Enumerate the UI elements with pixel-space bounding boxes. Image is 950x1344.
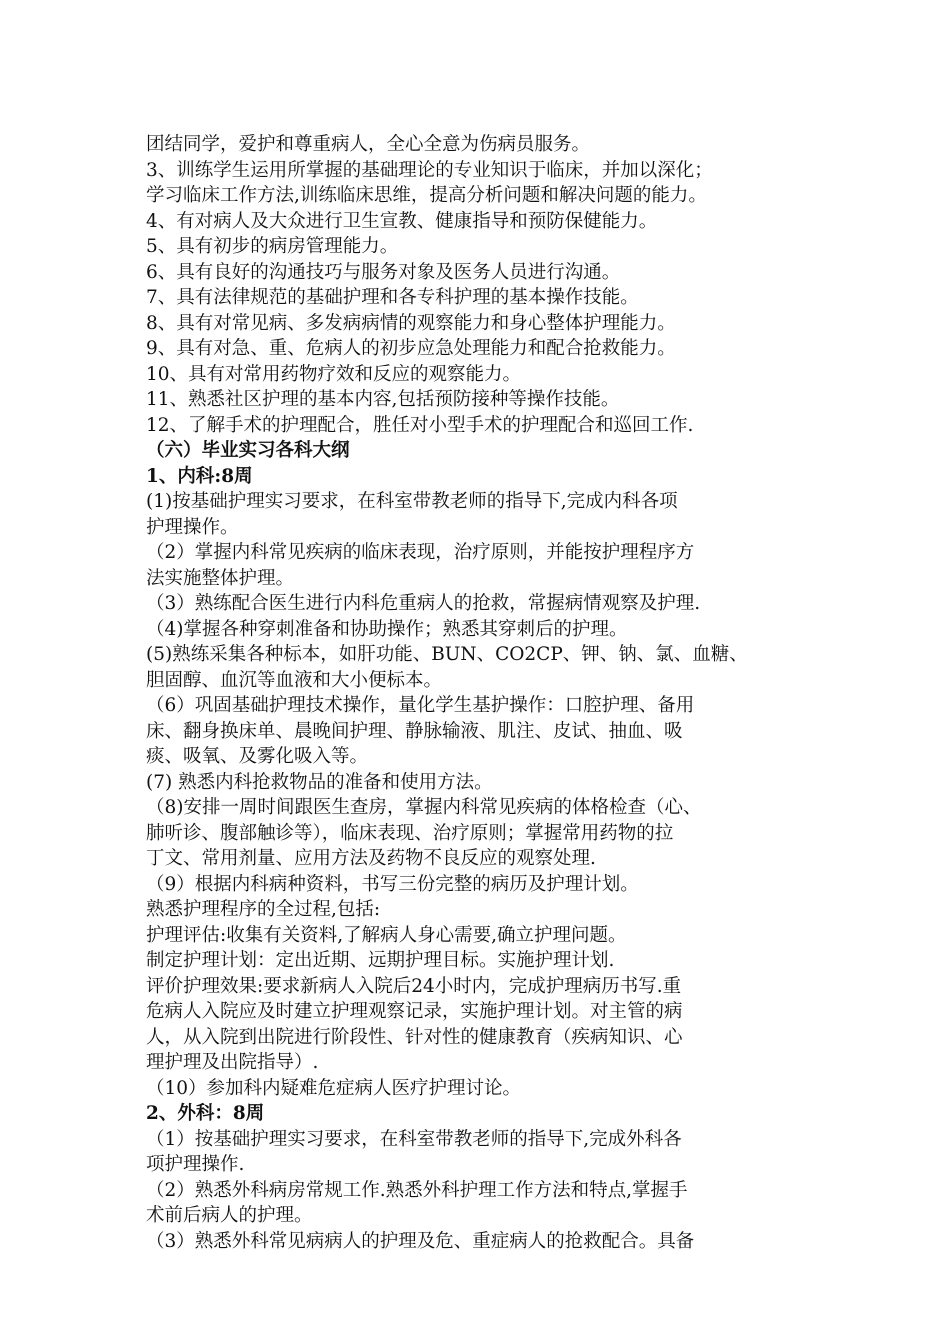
text-line: 肺听诊、腹部触诊等），临床表现、治疗原则；掌握常用药物的拉	[146, 822, 674, 844]
text-line: 人，从入院到出院进行阶段性、针对性的健康教育（疾病知识、心	[146, 1026, 683, 1048]
text-line: 术前后病人的护理。	[146, 1205, 313, 1226]
text-line: 丁文、常用剂量、应用方法及药物不良反应的观察处理.	[146, 848, 596, 869]
text-line: (1)按基础护理实习要求，在科室带教老师的指导下,完成内科各项	[146, 491, 678, 512]
text-line: (5)熟练采集各种标本，如肝功能、BUN、CO2CP、钾、钠、氯、血糖、	[146, 644, 748, 665]
text-line: （2）掌握内科常见疾病的临床表现，治疗原则，并能按护理程序方	[146, 542, 695, 563]
document-page	[146, 132, 836, 1254]
text-line: （8)安排一周时间跟医生查房，掌握内科常见疾病的体格检查（心、	[146, 797, 702, 818]
text-line: 3、训练学生运用所掌握的基础理论的专业知识于临床，并加以深化；	[146, 159, 713, 181]
text-line: 项护理操作.	[146, 1154, 245, 1175]
text-line: 4、有对病人及大众进行卫生宣教、健康指导和预防保健能力。	[146, 210, 658, 232]
text-line: 8、具有对常见病、多发病病情的观察能力和身心整体护理能力。	[146, 312, 676, 334]
text-line: 护理操作。	[146, 516, 239, 538]
text-line: 12、了解手术的护理配合，胜任对小型手术的护理配合和巡回工作.	[146, 414, 694, 436]
text-line: 危病人入院应及时建立护理观察记录，实施护理计划。对主管的病	[146, 1001, 683, 1022]
text-line: 法实施整体护理。	[146, 567, 295, 589]
section-heading: （六）毕业实习各科大纲	[146, 440, 350, 461]
text-line: 11、熟悉社区护理的基本内容,包括预防接种等操作技能。	[146, 389, 620, 410]
text-line: 制定护理计划：定出近期、远期护理目标。实施护理计划.	[146, 950, 615, 971]
text-line: 床、翻身换床单、晨晚间护理、静脉输液、肌注、皮试、抽血、吸	[146, 720, 683, 742]
text-line: （10）参加科内疑难危症病人医疗护理讨论。	[146, 1077, 522, 1099]
text-line: 10、具有对常用药物疗效和反应的观察能力。	[146, 363, 522, 385]
text-line: （1）按基础护理实习要求，在科室带教老师的指导下,完成外科各	[146, 1128, 682, 1150]
text-line: （9）根据内科病种资料，书写三份完整的病历及护理计划。	[146, 873, 639, 895]
text-line: 熟悉护理程序的全过程,包括:	[146, 899, 381, 920]
text-line: （3）熟悉外科常见病病人的护理及危、重症病人的抢救配合。具备	[146, 1230, 695, 1252]
text-line: 5、具有初步的病房管理能力。	[146, 236, 399, 257]
text-line: (7) 熟悉内科抢救物品的准备和使用方法。	[146, 771, 493, 793]
text-line: （6）巩固基础护理技术操作，量化学生基护操作：口腔护理、备用	[146, 695, 695, 716]
text-line: 评价护理效果:要求新病人入院后24小时内，完成护理病历书写.重	[146, 975, 682, 997]
text-line: 胆固醇、血沉等血液和大小便标本。	[146, 669, 443, 691]
text-line: 团结同学，爱护和尊重病人，全心全意为伤病员服务。	[146, 134, 591, 155]
section-heading: 1、内科:8周	[146, 465, 253, 487]
text-line: （3）熟练配合医生进行内科危重病人的抢救，常握病情观察及护理.	[146, 593, 701, 614]
text-line: 护理评估:收集有关资料,了解病人身心需要,确立护理问题。	[146, 924, 627, 946]
text-line: 9、具有对急、重、危病人的初步应急处理能力和配合抢救能力。	[146, 338, 676, 359]
text-line: （4)掌握各种穿刺准备和协助操作；熟悉其穿刺后的护理。	[146, 618, 628, 640]
text-line: （2）熟悉外科病房常规工作.熟悉外科护理工作方法和特点,掌握手	[146, 1179, 688, 1201]
text-line: 7、具有法律规范的基础护理和各专科护理的基本操作技能。	[146, 287, 639, 308]
section-heading: 2、外科：8周	[146, 1103, 265, 1124]
text-line: 6、具有良好的沟通技巧与服务对象及医务人员进行沟通。	[146, 261, 621, 283]
text-line: 学习临床工作方法,训练临床思维，提高分析问题和解决问题的能力。	[146, 185, 707, 206]
text-line: 理护理及出院指导）.	[146, 1052, 319, 1073]
text-line: 痰、吸氧、及雾化吸入等。	[146, 746, 369, 767]
